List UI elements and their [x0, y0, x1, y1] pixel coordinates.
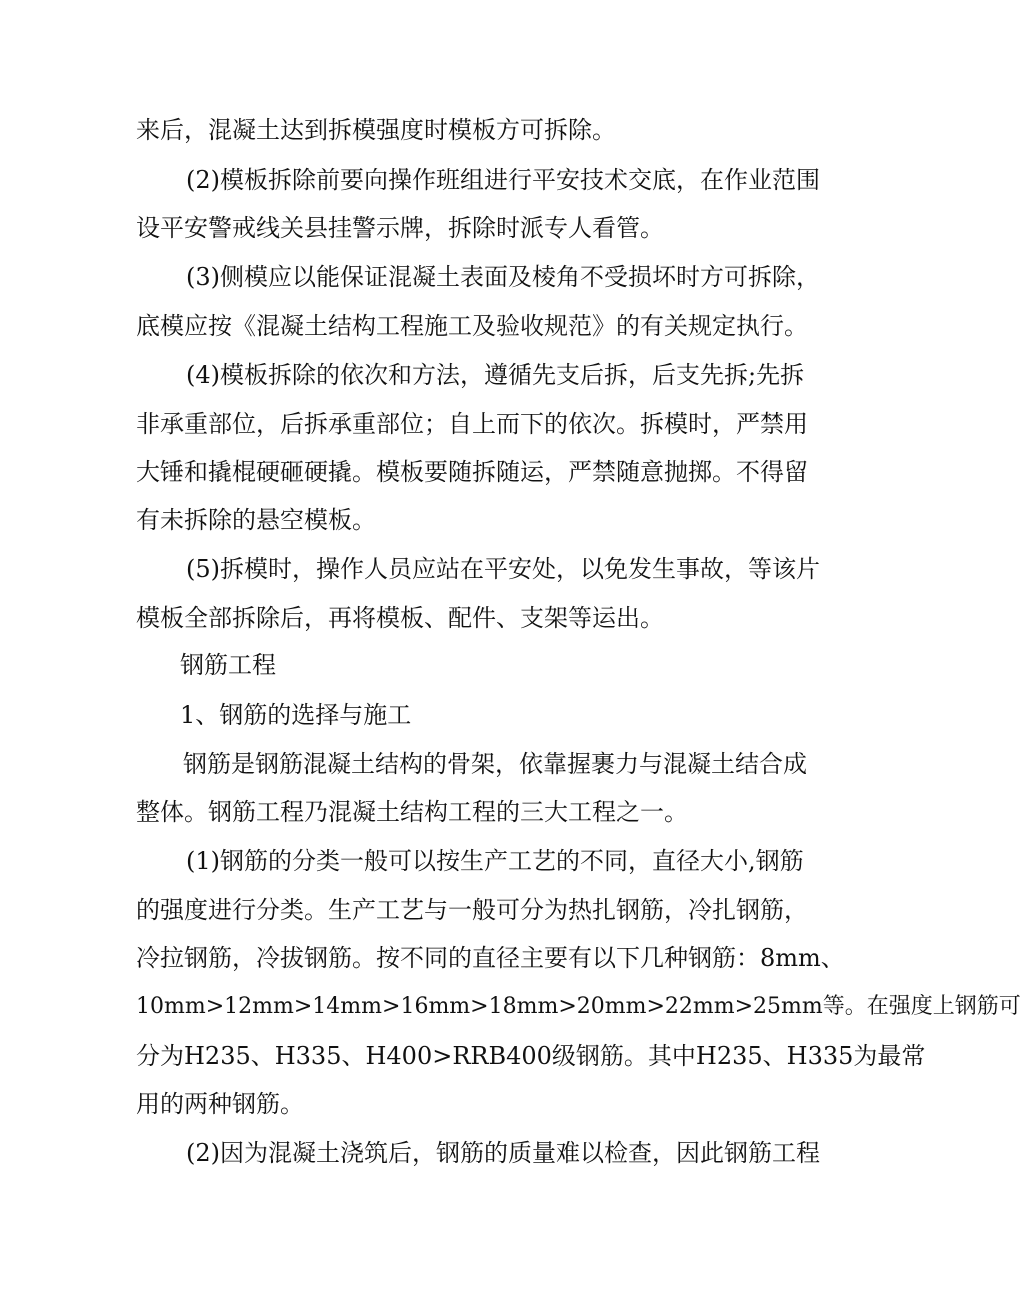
- text-line: 底模应按《混凝土结构工程施工及验收规范》的有关规定执行。: [136, 312, 808, 340]
- text-line: 非承重部位，后拆承重部位；自上而下的依次。拆模时，严禁用: [136, 410, 808, 438]
- text-line: (2)因为混凝土浇筑后，钢筋的质量难以检查，因此钢筋工程: [186, 1139, 820, 1167]
- text-line: 有未拆除的悬空模板。: [136, 506, 376, 534]
- text-line: 分为H235、H335、H400>RRB400级钢筋。其中H235、H335为最常: [136, 1042, 926, 1070]
- text-line: 整体。钢筋工程乃混凝土结构工程的三大工程之一。: [136, 798, 688, 826]
- text-line: (1)钢筋的分类一般可以按生产工艺的不同，直径大小,钢筋: [186, 847, 804, 875]
- section-heading: 钢筋工程: [180, 651, 276, 679]
- text-line: 用的两种钢筋。: [136, 1090, 304, 1118]
- text-line: 的强度进行分类。生产工艺与一般可分为热扎钢筋，冷扎钢筋，: [136, 896, 808, 924]
- text-line: (3)侧模应以能保证混凝土表面及棱角不受损坏时方可拆除，: [186, 263, 820, 291]
- text-line: 10mm>12mm>14mm>16mm>18mm>20mm>22mm>25mm等。在强度上钢筋可: [136, 994, 1021, 1019]
- text-line: (5)拆模时，操作人员应站在平安处，以免发生事故，等该片: [186, 555, 820, 583]
- text-line: 冷拉钢筋，冷拔钢筋。按不同的直径主要有以下几种钢筋：8mm、: [136, 944, 845, 972]
- text-line: 设平安警戒线关县挂警示牌，拆除时派专人看管。: [136, 214, 664, 242]
- text-line: (4)模板拆除的依次和方法，遵循先支后拆，后支先拆;先拆: [186, 361, 805, 389]
- subsection-heading: 1、钢筋的选择与施工: [180, 701, 412, 729]
- text-line: 大锤和撬棍硬砸硬撬。模板要随拆随运，严禁随意抛掷。不得留: [136, 458, 808, 486]
- text-line: 钢筋是钢筋混凝土结构的骨架，依靠握裹力与混凝土结合成: [183, 750, 807, 778]
- text-line: 模板全部拆除后，再将模板、配件、支架等运出。: [136, 604, 664, 632]
- text-line: (2)模板拆除前要向操作班组进行平安技术交底，在作业范围: [186, 166, 820, 194]
- text-line: 来后，混凝土达到拆模强度时模板方可拆除。: [136, 116, 616, 144]
